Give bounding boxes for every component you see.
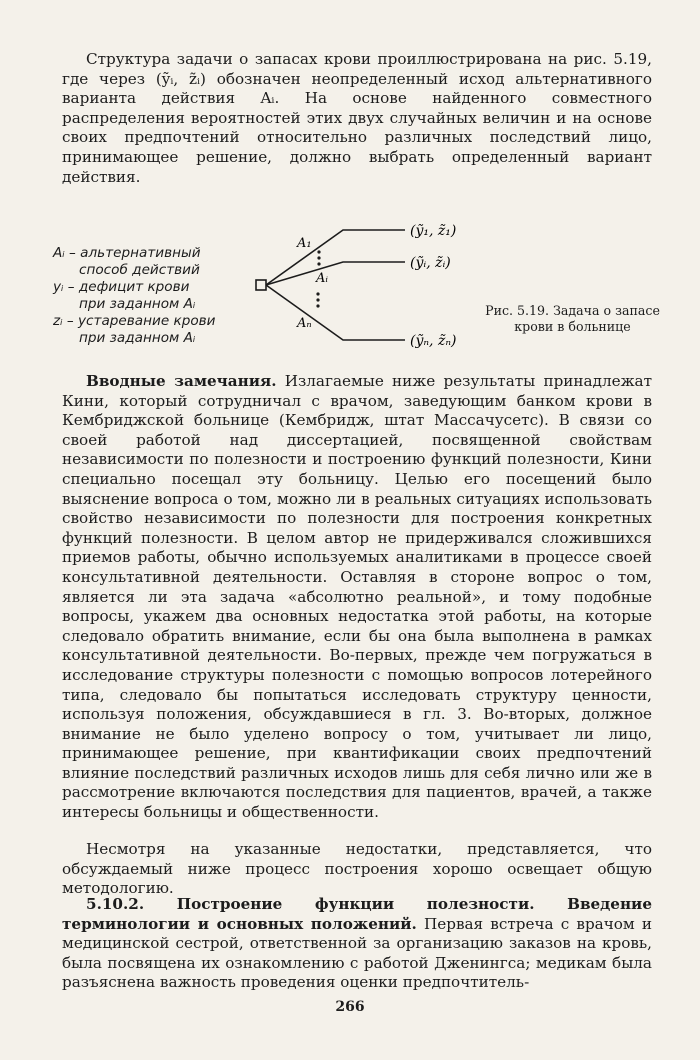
decision-node	[256, 280, 266, 290]
branch-label-an: Aₙ	[297, 316, 312, 331]
outcome-i: (ỹᵢ, z̃ᵢ)	[410, 255, 451, 271]
legend-line: при заданном Aᵢ	[79, 330, 196, 346]
paragraph-conclusion: Несмотря на указанные недостатки, представляется, что обсуждаемый ниже процесс построения хорошо освещает общую методологию.	[62, 840, 652, 898]
branch-an-line	[266, 285, 405, 340]
branch-a1-line	[266, 230, 405, 285]
ellipsis-dot	[316, 292, 319, 295]
branch-label-a1: A₁	[297, 236, 312, 251]
ellipsis-dot	[317, 256, 320, 259]
paragraph-introductory-remarks: Вводные замечания. Излагаемые ниже результаты принадлежат Кини, который сотрудничал с врачом, заведующим банком крови в Кембриджской больнице (Кембридж, штат Массачусетс). В связи со своей работой над диссертацией, посвященной свойствам независимости по полезности и построению функций полезности, Кини специально посещал эту больницу. Целью его посещений было выяснение вопроса о том, можно ли в реальных ситуациях использовать свойство независимости по полезности для построения конкретных функций полезности. В целом автор не придерживался сложившихся приемов работы, обычно используемых аналитиками в процессе своей консультативной деятельности. Оставляя в стороне вопрос о том, является ли эта задача «абсолютно реальной», и тому подобные вопросы, укажем два основных недостатка этой работы, на которые следовало обратить внимание, если бы она была выполнена в рамках консультативной деятельности. Во-первых, прежде чем погружаться в исследование структуры полезности с помощью вопросов лотерейного типа, следовало бы попытаться исследовать структуру ценности, используя положения, обсуждавшиеся в гл. 3. Во-вторых, должное внимание не было уделено вопросу о том, учитывает ли лицо, принимающее решение, при квантификации своих предпочтений влияние последствий различных исходов лишь для себя лично или же в рассмотрение включаются последствия для пациентов, врачей, а также интересы больницы и общественности.	[62, 372, 653, 822]
branch-label-ai: Aᵢ	[316, 271, 329, 286]
section-heading-5-10-2: 5.10.2. Построение функции полезности. Введение терминологии и основных положений.	[62, 895, 652, 933]
legend-line: yᵢ – дефицит крови	[53, 279, 190, 295]
legend-line: при заданном Aᵢ	[79, 296, 196, 312]
paragraph-intro: Структура задачи о запасах крови проиллюстрирована на рис. 5.19, где через (ỹᵢ, z̃ᵢ) обозначен неопределенный исход альтернативного варианта действия Aᵢ. На основе найденного совместного распределения вероятностей этих двух случайных величин и на основе своих предпочтений относительно различных последствий лицо, принимающее решение, должно выбрать определенный вариант действия.	[62, 50, 652, 186]
figure-caption: Рис. 5.19. Задача о запасе крови в больнице	[485, 303, 660, 334]
legend-line: способ действий	[79, 262, 200, 278]
outcome-n: (ỹₙ, z̃ₙ)	[410, 333, 457, 349]
legend-line: Aᵢ – альтернативный	[53, 245, 201, 261]
ellipsis-dot	[316, 304, 319, 307]
decision-tree-diagram	[45, 210, 665, 370]
branch-ai-line	[266, 262, 405, 285]
outcome-1: (ỹ₁, z̃₁)	[410, 223, 457, 239]
section-heading-intro: Вводные замечания.	[86, 372, 277, 390]
ellipsis-dot	[316, 298, 319, 301]
ellipsis-dot	[317, 250, 320, 253]
ellipsis-dot	[317, 262, 320, 265]
paragraph-section-5-10-2: 5.10.2. Построение функции полезности. Введение терминологии и основных положений. Первая встреча с врачом и медицинской сестрой, ответственной за организацию заказов на кровь, была посвящена их ознакомлению с работой Дженингса; медикам была разъяснена важность проведения оценки предпочтитель-	[62, 895, 653, 992]
legend-line: zᵢ – устаревание крови	[53, 313, 216, 329]
figure-5-19	[45, 210, 665, 370]
page-number: 266	[335, 999, 365, 1015]
